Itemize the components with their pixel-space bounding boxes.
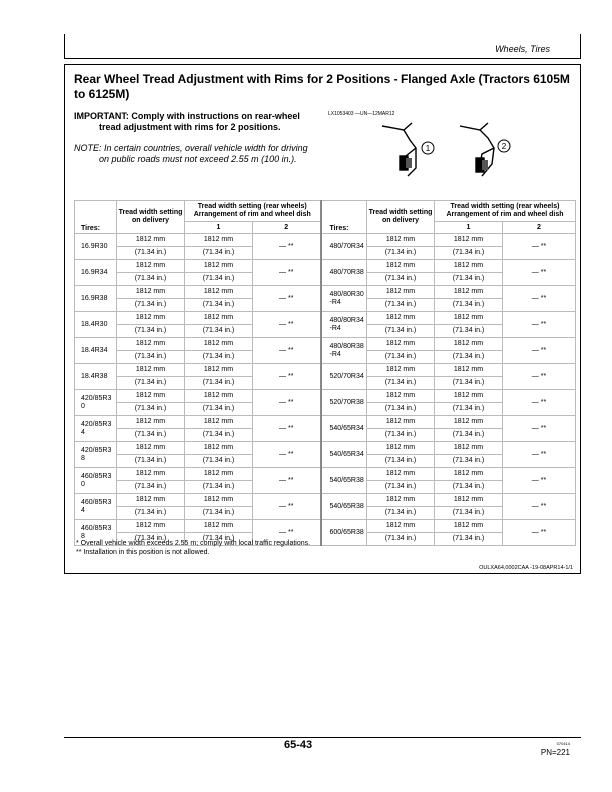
setting2-cell: — ** bbox=[503, 286, 576, 312]
delivery-mm-cell: 1812 mm bbox=[117, 390, 185, 403]
delivery-in-cell: (71.34 in.) bbox=[367, 429, 435, 442]
delivery-mm-cell: 1812 mm bbox=[367, 390, 435, 403]
setting2-cell: — ** bbox=[253, 390, 321, 416]
setting1-mm-cell: 1812 mm bbox=[435, 416, 503, 429]
delivery-mm-cell: 1812 mm bbox=[367, 520, 435, 533]
setting1-mm-cell: 1812 mm bbox=[185, 520, 253, 533]
delivery-mm-cell: 1812 mm bbox=[367, 442, 435, 455]
setting2-cell: — ** bbox=[253, 312, 321, 338]
delivery-in-cell: (71.34 in.) bbox=[367, 351, 435, 364]
header-bottom-rule bbox=[64, 58, 581, 59]
tire-size-cell: 420/85R3 8 bbox=[75, 442, 117, 468]
rim-position-figure bbox=[376, 118, 526, 183]
tire-size-cell: 540/65R38 bbox=[321, 494, 367, 520]
delivery-mm-cell: 1812 mm bbox=[367, 468, 435, 481]
setting2-cell: — ** bbox=[253, 468, 321, 494]
figure-caption: LX1053403 —UN—12MAR12 bbox=[328, 111, 395, 117]
setting1-in-cell: (71.34 in.) bbox=[185, 325, 253, 338]
setting1-in-cell: (71.34 in.) bbox=[185, 455, 253, 468]
setting-header-left: Tread width setting (rear wheels) Arrangement of rim and wheel dish bbox=[185, 201, 321, 222]
setting1-mm-cell: 1812 mm bbox=[185, 312, 253, 325]
setting2-cell: — ** bbox=[253, 234, 321, 260]
delivery-mm-cell: 1812 mm bbox=[367, 494, 435, 507]
setting2-cell: — ** bbox=[503, 338, 576, 364]
setting1-in-cell: (71.34 in.) bbox=[185, 429, 253, 442]
setting2-cell: — ** bbox=[253, 520, 321, 546]
delivery-in-cell: (71.34 in.) bbox=[117, 273, 185, 286]
setting1-in-cell: (71.34 in.) bbox=[435, 325, 503, 338]
table-row bbox=[75, 468, 576, 481]
setting1-mm-cell: 1812 mm bbox=[435, 390, 503, 403]
delivery-in-cell: (71.34 in.) bbox=[367, 403, 435, 416]
setting1-in-cell: (71.34 in.) bbox=[435, 455, 503, 468]
setting2-cell: — ** bbox=[253, 442, 321, 468]
setting1-in-cell: (71.34 in.) bbox=[435, 403, 503, 416]
delivery-in-cell: (71.34 in.) bbox=[117, 351, 185, 364]
setting1-mm-cell: 1812 mm bbox=[435, 312, 503, 325]
delivery-in-cell: (71.34 in.) bbox=[367, 325, 435, 338]
delivery-in-cell: (71.34 in.) bbox=[117, 325, 185, 338]
delivery-in-cell: (71.34 in.) bbox=[117, 455, 185, 468]
table-row bbox=[75, 286, 576, 299]
tire-size-cell: 420/85R3 4 bbox=[75, 416, 117, 442]
tire-size-cell: 16.9R34 bbox=[75, 260, 117, 286]
col2-header-right: 2 bbox=[503, 222, 576, 234]
setting1-mm-cell: 1812 mm bbox=[435, 338, 503, 351]
setting1-mm-cell: 1812 mm bbox=[185, 364, 253, 377]
setting2-cell: — ** bbox=[503, 312, 576, 338]
rim-position-2-drawing bbox=[460, 123, 494, 176]
setting2-cell: — ** bbox=[253, 364, 321, 390]
setting2-cell: — ** bbox=[503, 390, 576, 416]
important-line-2: tread adjustment with rims for 2 positions. bbox=[99, 122, 281, 132]
delivery-mm-cell: 1812 mm bbox=[367, 234, 435, 247]
setting2-cell: — ** bbox=[253, 260, 321, 286]
delivery-header-left: Tread width setting on delivery bbox=[117, 201, 185, 234]
delivery-in-cell: (71.34 in.) bbox=[117, 377, 185, 390]
setting1-in-cell: (71.34 in.) bbox=[435, 273, 503, 286]
tire-size-cell: 18.4R30 bbox=[75, 312, 117, 338]
setting1-mm-cell: 1812 mm bbox=[185, 390, 253, 403]
setting2-cell: — ** bbox=[503, 260, 576, 286]
table-row bbox=[75, 520, 576, 533]
delivery-in-cell: (71.34 in.) bbox=[117, 533, 185, 546]
setting1-mm-cell: 1812 mm bbox=[435, 468, 503, 481]
setting1-in-cell: (71.34 in.) bbox=[185, 247, 253, 260]
delivery-mm-cell: 1812 mm bbox=[367, 260, 435, 273]
page-header-title: Wheels, Tires bbox=[495, 44, 550, 54]
tire-size-cell: 540/65R34 bbox=[321, 416, 367, 442]
note-line-1: NOTE: In certain countries, overall vehicle width for driving bbox=[74, 143, 308, 153]
setting2-cell: — ** bbox=[253, 286, 321, 312]
tire-size-cell: 18.4R34 bbox=[75, 338, 117, 364]
setting1-mm-cell: 1812 mm bbox=[185, 234, 253, 247]
note-text bbox=[74, 143, 324, 165]
setting1-in-cell: (71.34 in.) bbox=[185, 299, 253, 312]
setting2-cell: — ** bbox=[253, 338, 321, 364]
tire-size-cell: 16.9R30 bbox=[75, 234, 117, 260]
callout-2-label: 2 bbox=[501, 142, 507, 151]
note-line-2: on public roads must not exceed 2.55 m (100 in.). bbox=[99, 154, 297, 164]
tire-size-cell: 18.4R38 bbox=[75, 364, 117, 390]
setting2-cell: — ** bbox=[503, 494, 576, 520]
part-number: PN=221 bbox=[540, 748, 570, 757]
setting1-mm-cell: 1812 mm bbox=[435, 234, 503, 247]
delivery-in-cell: (71.34 in.) bbox=[117, 481, 185, 494]
tire-size-cell: 480/70R38 bbox=[321, 260, 367, 286]
tire-size-cell: 480/80R34 -R4 bbox=[321, 312, 367, 338]
delivery-mm-cell: 1812 mm bbox=[367, 364, 435, 377]
setting-header-right: Tread width setting (rear wheels) Arrangement of rim and wheel dish bbox=[435, 201, 576, 222]
delivery-in-cell: (71.34 in.) bbox=[117, 403, 185, 416]
delivery-mm-cell: 1812 mm bbox=[367, 416, 435, 429]
setting1-mm-cell: 1812 mm bbox=[435, 286, 503, 299]
setting2-cell: — ** bbox=[503, 520, 576, 546]
tire-size-cell: 520/70R38 bbox=[321, 390, 367, 416]
delivery-mm-cell: 1812 mm bbox=[367, 286, 435, 299]
tire-size-cell: 540/65R38 bbox=[321, 468, 367, 494]
delivery-in-cell: (71.34 in.) bbox=[367, 507, 435, 520]
tread-table-body bbox=[75, 234, 576, 546]
delivery-in-cell: (71.34 in.) bbox=[367, 299, 435, 312]
setting1-mm-cell: 1812 mm bbox=[185, 416, 253, 429]
setting1-in-cell: (71.34 in.) bbox=[185, 507, 253, 520]
table-row bbox=[75, 494, 576, 507]
setting1-in-cell: (71.34 in.) bbox=[185, 377, 253, 390]
rim-position-1-drawing bbox=[382, 123, 416, 176]
delivery-in-cell: (71.34 in.) bbox=[367, 533, 435, 546]
callout-1-label: 1 bbox=[425, 144, 431, 153]
setting2-cell: — ** bbox=[503, 468, 576, 494]
delivery-mm-cell: 1812 mm bbox=[117, 286, 185, 299]
col1-header-left: 1 bbox=[185, 222, 253, 234]
setting1-in-cell: (71.34 in.) bbox=[185, 481, 253, 494]
delivery-mm-cell: 1812 mm bbox=[117, 520, 185, 533]
setting1-in-cell: (71.34 in.) bbox=[185, 273, 253, 286]
footer-small-code: 070414 bbox=[556, 741, 570, 746]
tire-size-cell: 480/70R34 bbox=[321, 234, 367, 260]
delivery-mm-cell: 1812 mm bbox=[117, 416, 185, 429]
tire-size-cell: 420/85R3 0 bbox=[75, 390, 117, 416]
setting1-mm-cell: 1812 mm bbox=[435, 494, 503, 507]
delivery-in-cell: (71.34 in.) bbox=[367, 247, 435, 260]
delivery-mm-cell: 1812 mm bbox=[117, 260, 185, 273]
table-row bbox=[75, 234, 576, 247]
tire-size-cell: 520/70R34 bbox=[321, 364, 367, 390]
delivery-in-cell: (71.34 in.) bbox=[367, 481, 435, 494]
setting1-mm-cell: 1812 mm bbox=[435, 442, 503, 455]
setting2-cell: — ** bbox=[253, 494, 321, 520]
setting1-in-cell: (71.34 in.) bbox=[185, 533, 253, 546]
delivery-mm-cell: 1812 mm bbox=[117, 494, 185, 507]
footnote-1: * Overall vehicle width exceeds 2.55 m; comply with local traffic regulations. bbox=[76, 540, 311, 547]
tire-size-cell: 480/80R30 -R4 bbox=[321, 286, 367, 312]
delivery-mm-cell: 1812 mm bbox=[117, 312, 185, 325]
table-row bbox=[75, 338, 576, 351]
delivery-mm-cell: 1812 mm bbox=[117, 468, 185, 481]
setting2-cell: — ** bbox=[503, 442, 576, 468]
delivery-in-cell: (71.34 in.) bbox=[117, 507, 185, 520]
tread-width-table bbox=[74, 200, 576, 546]
setting1-mm-cell: 1812 mm bbox=[435, 364, 503, 377]
col2-header-left: 2 bbox=[253, 222, 321, 234]
delivery-in-cell: (71.34 in.) bbox=[367, 273, 435, 286]
delivery-mm-cell: 1812 mm bbox=[367, 338, 435, 351]
header-right-rule bbox=[580, 34, 581, 58]
important-line-1: IMPORTANT: Comply with instructions on rear-wheel bbox=[74, 111, 300, 121]
header-left-rule bbox=[64, 34, 65, 58]
delivery-mm-cell: 1812 mm bbox=[367, 312, 435, 325]
table-row bbox=[75, 390, 576, 403]
setting1-in-cell: (71.34 in.) bbox=[435, 247, 503, 260]
setting1-in-cell: (71.34 in.) bbox=[435, 481, 503, 494]
tires-header-left: Tires: bbox=[75, 201, 117, 234]
setting1-mm-cell: 1812 mm bbox=[185, 286, 253, 299]
setting1-in-cell: (71.34 in.) bbox=[185, 351, 253, 364]
tire-size-cell: 16.9R38 bbox=[75, 286, 117, 312]
setting1-mm-cell: 1812 mm bbox=[435, 260, 503, 273]
delivery-in-cell: (71.34 in.) bbox=[367, 377, 435, 390]
setting1-mm-cell: 1812 mm bbox=[185, 494, 253, 507]
setting1-in-cell: (71.34 in.) bbox=[435, 377, 503, 390]
table-row bbox=[75, 260, 576, 273]
setting1-in-cell: (71.34 in.) bbox=[435, 429, 503, 442]
tire-size-cell: 460/85R3 0 bbox=[75, 468, 117, 494]
delivery-mm-cell: 1812 mm bbox=[117, 442, 185, 455]
table-row bbox=[75, 416, 576, 429]
footer-rule bbox=[64, 737, 581, 738]
tire-size-cell: 540/65R34 bbox=[321, 442, 367, 468]
delivery-in-cell: (71.34 in.) bbox=[117, 299, 185, 312]
setting2-cell: — ** bbox=[503, 234, 576, 260]
delivery-mm-cell: 1812 mm bbox=[117, 364, 185, 377]
footnote-2: ** Installation in this position is not allowed. bbox=[76, 549, 210, 556]
delivery-header-right: Tread width setting on delivery bbox=[367, 201, 435, 234]
tires-header-right: Tires: bbox=[321, 201, 367, 234]
delivery-in-cell: (71.34 in.) bbox=[117, 247, 185, 260]
page-number: 65-43 bbox=[284, 739, 313, 751]
section-title: Rear Wheel Tread Adjustment with Rims for 2 Positions - Flanged Axle (Tractors 6105M to 6125M) bbox=[74, 72, 570, 101]
document-code: OULXA64,0002CAA -19-08APR14-1/1 bbox=[479, 565, 573, 571]
setting1-mm-cell: 1812 mm bbox=[185, 338, 253, 351]
setting1-in-cell: (71.34 in.) bbox=[435, 299, 503, 312]
delivery-in-cell: (71.34 in.) bbox=[367, 455, 435, 468]
setting2-cell: — ** bbox=[503, 364, 576, 390]
setting1-mm-cell: 1812 mm bbox=[185, 442, 253, 455]
delivery-mm-cell: 1812 mm bbox=[117, 338, 185, 351]
delivery-in-cell: (71.34 in.) bbox=[117, 429, 185, 442]
delivery-mm-cell: 1812 mm bbox=[117, 234, 185, 247]
table-row bbox=[75, 364, 576, 377]
table-row bbox=[75, 312, 576, 325]
setting2-cell: — ** bbox=[503, 416, 576, 442]
tire-size-cell: 460/85R3 8 bbox=[75, 520, 117, 546]
setting1-mm-cell: 1812 mm bbox=[185, 260, 253, 273]
setting2-cell: — ** bbox=[253, 416, 321, 442]
important-notice bbox=[74, 111, 324, 133]
tire-size-cell: 600/65R38 bbox=[321, 520, 367, 546]
setting1-in-cell: (71.34 in.) bbox=[185, 403, 253, 416]
setting1-in-cell: (71.34 in.) bbox=[435, 533, 503, 546]
setting1-mm-cell: 1812 mm bbox=[435, 520, 503, 533]
tire-size-cell: 480/80R38 -R4 bbox=[321, 338, 367, 364]
setting1-in-cell: (71.34 in.) bbox=[435, 351, 503, 364]
col1-header-right: 1 bbox=[435, 222, 503, 234]
setting1-in-cell: (71.34 in.) bbox=[435, 507, 503, 520]
setting1-mm-cell: 1812 mm bbox=[185, 468, 253, 481]
tire-size-cell: 460/85R3 4 bbox=[75, 494, 117, 520]
table-row bbox=[75, 442, 576, 455]
table-footnotes bbox=[76, 539, 310, 557]
